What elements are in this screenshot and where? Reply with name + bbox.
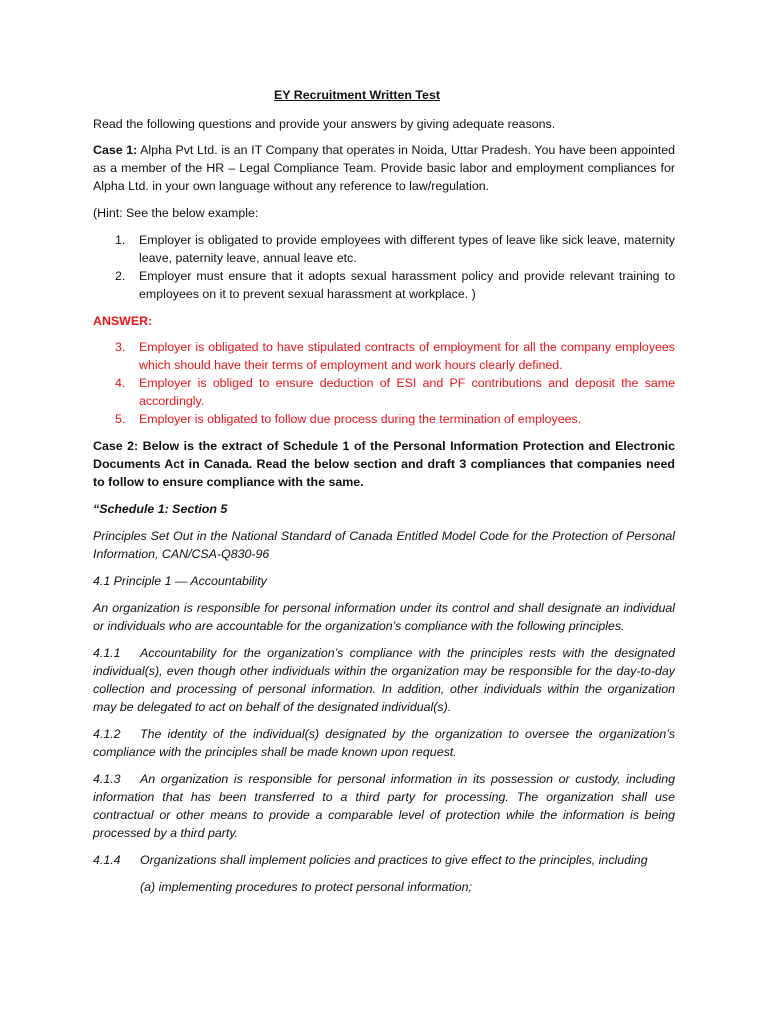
clause — [93, 725, 675, 761]
sub-item: (a) implementing procedures to protect personal information; — [140, 880, 472, 894]
clause-number: 4.1.4 — [93, 853, 121, 867]
case2-paragraph: Case 2: Below is the extract of Schedule 1 of the Personal Information Protection and Electronic Documents Act in Canada. Read the below section and draft 3 compliances that companies need to follow to ensure compliance with the same. — [93, 439, 675, 489]
list-item-number: 3. — [115, 340, 126, 354]
list-item-number: 5. — [115, 412, 126, 426]
intro-text: Read the following questions and provide your answers by giving adequate reasons. — [93, 117, 556, 131]
example-list — [93, 231, 675, 303]
document-page — [93, 86, 675, 896]
clause — [93, 770, 675, 842]
clause — [93, 644, 675, 716]
list-item — [93, 231, 675, 267]
list-item — [93, 338, 675, 374]
case1-text: Alpha Pvt Ltd. is an IT Company that operates in Noida, Uttar Pradesh. You have been appointed as a member of the HR – Legal Compliance Team. Provide basic labor and employment compliances for Alpha Ltd. in your own language without any reference to law/regulation. — [93, 143, 675, 193]
list-item-number: 2. — [115, 269, 126, 283]
clause-number: 4.1.2 — [93, 727, 121, 741]
principle-heading: 4.1 Principle 1 — Accountability — [93, 574, 267, 588]
document-title: EY Recruitment Written Test — [274, 88, 440, 102]
list-item — [93, 410, 675, 428]
list-item — [93, 374, 675, 410]
clause-number: 4.1.3 — [93, 772, 121, 786]
clause — [93, 851, 675, 869]
list-item-text: Employer is obligated to have stipulated contracts of employment for all the company employees which should have their terms of employment and work hours clearly defined. — [139, 340, 675, 372]
clause-text: The identity of the individual(s) designated by the organization to oversee the organization’s compliance with the principles shall be made known upon request. — [93, 727, 675, 759]
list-item-number: 4. — [115, 376, 126, 390]
principles-intro: Principles Set Out in the National Standard of Canada Entitled Model Code for the Protection of Personal Information, CAN/CSA-Q830-96 — [93, 529, 675, 561]
clause-text: An organization is responsible for personal information in its possession or custody, including information that has been transferred to a third party for processing. The organization shall use contractual or other means to provide a comparable level of protection while the information is being processed by a third party. — [93, 772, 675, 840]
answer-heading: ANSWER: — [93, 314, 153, 328]
principle-text: An organization is responsible for personal information under its control and shall designate an individual or individuals who are accountable for the organization’s compliance with the following principles. — [93, 601, 675, 633]
clause-text: Accountability for the organization’s compliance with the principles rests with the designated individual(s), even though other individuals within the organization may be responsible for the day-to-day collection and processing of personal information. In addition, other individuals within the organization may be delegated to act on behalf of the designated individual(s). — [93, 646, 675, 714]
list-item-text: Employer is obliged to ensure deduction of ESI and PF contributions and deposit the same accordingly. — [139, 376, 675, 408]
list-item-text: Employer is obligated to provide employees with different types of leave like sick leave, maternity leave, paternity leave, annual leave etc. — [139, 233, 675, 265]
list-item-number: 1. — [115, 233, 126, 247]
case1-label: Case 1: — [93, 143, 138, 157]
clause-text: Organizations shall implement policies and practices to give effect to the principles, including — [140, 853, 648, 867]
answer-list — [93, 338, 675, 428]
clause-number: 4.1.1 — [93, 646, 121, 660]
case1-paragraph — [93, 141, 675, 195]
hint-text: (Hint: See the below example: — [93, 206, 259, 220]
list-item-text: Employer is obligated to follow due process during the termination of employees. — [139, 412, 582, 426]
schedule-heading: “Schedule 1: Section 5 — [93, 502, 228, 516]
list-item — [93, 267, 675, 303]
list-item-text: Employer must ensure that it adopts sexual harassment policy and provide relevant training to employees on it to prevent sexual harassment at workplace. ) — [139, 269, 675, 301]
